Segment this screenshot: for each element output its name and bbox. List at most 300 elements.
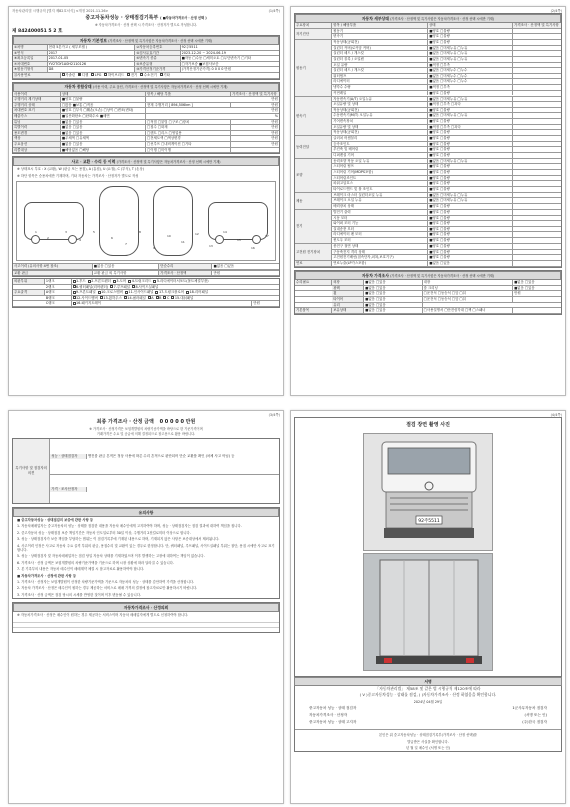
detail-item: 배력장치 상태: [332, 204, 428, 209]
detail-group: [295, 40, 561, 96]
detail-row: [332, 34, 561, 39]
car-left-side-outline: [24, 202, 84, 240]
detail-status: ■양호 □불량: [428, 142, 513, 147]
status-item: 주요옵션: [13, 142, 61, 147]
part-item-label: 15.대쉬패널: [174, 295, 194, 300]
document-title: 중고자동차성능 · 상태점검기록부 ( ■자동차가격조사 · 산정 선택 ): [85, 15, 207, 21]
part-item-label: 4.트렁크리드: [131, 279, 152, 284]
status-item: 배출가스: [13, 114, 61, 119]
notice-paragraph: 2. 중고자동차 성능 · 상태점검 보증 책임기간은 자동차 인도일로부터 30일 이상, 주행거리 2천킬로미터 이상으로 합니다.: [17, 530, 191, 535]
inspector-opinion-row: 성능 · 상태점검자 엔진룸 판금 흔적은 정상 사용에 따른 수리 흔적으로 판단되어 단순 교환품 확인 (차체 사고 아님) 등: [50, 439, 279, 475]
status-value: ■무채색 □유채색: [61, 136, 146, 141]
detail-item: 브레이크 오일 누유: [332, 198, 428, 203]
diagram-number: 2: [47, 235, 49, 240]
license-plate: 92주5511: [418, 519, 440, 524]
diagram-number: 5: [93, 229, 95, 234]
status-rows: [13, 97, 279, 153]
field-value: ■자동 □수동 □세미오토 □무단변속기 □기타: [181, 56, 252, 61]
part-item-label: A: [151, 295, 154, 300]
sign-date: 2024년 04월 29일: [413, 699, 443, 704]
diagram-number: 17: [265, 233, 269, 238]
detail-rows: [295, 29, 561, 268]
detail-item: 동력조향 작동 오일 누유: [332, 159, 428, 164]
detail-item: 커먼레일: [332, 91, 428, 96]
car-right-side-outline: [208, 202, 268, 240]
status-item: 용도변경: [13, 131, 61, 136]
detail-row: [332, 91, 561, 96]
accident-cell: 사고이력 (유의사항 4번 참조): [13, 264, 93, 269]
part-item: [186, 290, 208, 294]
page-number: (4/4쪽): [550, 413, 562, 417]
page-3: [8, 410, 284, 804]
detail-item: 실린더 블록 / 오일팬: [332, 57, 428, 62]
status-value: □렌트 □리스 □영업용: [146, 131, 231, 136]
price-cell: □운전석 □동승석 □앞 □뒤: [423, 291, 513, 296]
request-box: [12, 602, 280, 633]
group-name: 제동: [295, 193, 332, 209]
photo-title: 점검 장면 촬영 사진: [406, 422, 450, 428]
truck-front-photo: [363, 433, 493, 551]
field-label: ⑦차대번호: [13, 62, 48, 67]
truck-back-photo: [363, 553, 493, 671]
notice-paragraph: 6. 가격조사 · 산정 금액은 보험개발원의 차량기준가액을 기준으로 하며 시장 상황에 따라 달라질 수 있습니다.: [17, 560, 174, 565]
status-value: ■없음 □있음: [61, 120, 146, 125]
detail-status: ■양호 □불량: [428, 170, 513, 175]
fuel-option: [104, 73, 124, 77]
detail-status: ■적정 □부족 □과다: [428, 102, 513, 107]
appraiser-opinion-row: 가격 · 조사산정자: [50, 475, 279, 504]
inspector-opinion: 엔진룸 판금 흔적은 정상 사용에 따른 수리 흔적으로 판단되어 단순 교환품 확인 (차체 사고 아님) 등: [87, 454, 235, 459]
detail-item: 추진축 및 베어링: [332, 147, 428, 152]
field-label: ①차명: [13, 45, 48, 50]
detail-status: ■양호 □불량: [428, 136, 513, 141]
detail-item: 윈도우 모터: [332, 238, 428, 243]
signature-section: [294, 686, 562, 752]
law-text-2: ( V )중고자동차성능 · 상태를 점검, ( )자동차가격조사 · 산정 하였음을 확인합니다.: [359, 692, 497, 698]
detail-status: ■없음 □미세누유 □누유: [428, 51, 513, 56]
detail-status: ■양호 □불량: [428, 40, 513, 45]
diagram-number: 14: [223, 229, 227, 234]
final-price-title: 최종 가격조사 · 산정 금액 0 0 0 0 0 만원: [96, 419, 196, 425]
price-cell: ■없음 □있음: [364, 280, 423, 285]
receipt-text-2: 발급받은 사실을 확인합니다.: [407, 739, 449, 744]
part-item-label: 17.트렁크플로어: [158, 290, 184, 295]
opinion-label: 특기사항 및 점검자의 의견: [13, 439, 50, 503]
detail-status: ■없음 □미세누유 □누유: [428, 97, 513, 102]
field-value: 2017: [48, 51, 136, 56]
detail-status: ■없음 □미세누유 □누유: [428, 193, 513, 198]
status-item: 주행거리 계기상태: [13, 97, 61, 102]
notice-paragraph: 3. 성능 · 상태점검자가 보증 책임을 부담하는 범위는 이 점검기록부에 기재된 내용으로 하며, 기재되지 않은 사항은 보증대상에서 제외됩니다.: [17, 537, 220, 542]
field-label: ⑥변속기 종류: [135, 56, 180, 61]
price-cell: 내장: [423, 280, 513, 285]
field-value: 92주5511: [181, 45, 198, 49]
detail-status: ■없음 □미세누수 □누수: [428, 79, 513, 84]
field-label: ⑩가격산정기준가격: [135, 67, 180, 72]
detail-group: [295, 193, 561, 210]
detail-group: [295, 136, 561, 159]
detail-status: ■양호 □불량: [428, 91, 513, 96]
detail-item: 구동축전지 격리 상태: [332, 250, 428, 255]
detail-status: ■양호 □불량: [428, 181, 513, 186]
field-label: ③연식: [13, 51, 48, 56]
group-name: 동력전달: [295, 136, 332, 158]
notice-subtitle: ■ 중고자동차성능 · 상태점검의 보증에 관한 사항 등: [17, 518, 94, 522]
detail-item: 타이로드엔드 및 볼 조인트: [332, 187, 428, 192]
page-number: (3/4쪽): [268, 413, 280, 417]
diagram-number: 16: [251, 245, 255, 250]
status-title: 자동차 종합상태 (사용 이력, 주요 옵션, 가격조사 · 산정액 및 특기사항은 자동차가격조사 · 산정 선택 시에만 기재): [13, 83, 279, 92]
status-item: 특별이력: [13, 125, 61, 130]
detail-status: ■없음 □미세누유 □누유: [428, 113, 513, 118]
signer-row: [295, 705, 561, 712]
detail-status: ■없음 □미세누유 □누유: [428, 57, 513, 62]
group-items: [332, 193, 561, 209]
detail-status: ■양호 □불량: [428, 119, 513, 124]
column-header: 항목 / 해당 부품: [146, 92, 231, 97]
column-header: 상태: [61, 92, 146, 97]
detail-status: ■양호 □불량: [428, 108, 513, 113]
detail-status: ■양호 □불량: [428, 238, 513, 243]
page-2: [290, 6, 566, 396]
status-value: ■일산화탄소 □탄화수소 ■매연: [61, 114, 146, 119]
diagram-number: 9: [153, 245, 155, 250]
group-items: [332, 210, 561, 243]
detail-status: ■양호 □불량: [428, 164, 513, 169]
notice-subtitle-2: ■ 자동차가격조사 · 산정에 관한 사항 등: [17, 573, 77, 578]
price-row: [295, 308, 561, 314]
accident-note: ※ 하단 항목은 승용차에만 기재하며, 기타 자동차는 가격조사 · 산정자가 별도로 작성: [17, 173, 139, 178]
part-item: [171, 296, 193, 300]
part-item: [88, 279, 111, 283]
page-1: [8, 6, 284, 396]
group-name: 원동기: [295, 40, 332, 95]
status-row: [13, 148, 279, 154]
diagram-number: 15: [237, 237, 241, 242]
detail-status: ■양호 □불량: [428, 210, 513, 215]
detail-status: ■양호 □불량: [428, 232, 513, 237]
part-item: [110, 285, 130, 289]
opinion-table: [12, 438, 280, 504]
detail-status: ■양호 □불량: [428, 176, 513, 181]
status-value: 만원: [271, 97, 278, 102]
part-item: [73, 296, 98, 300]
detail-item: 발전기 출력: [332, 210, 428, 215]
detail-status: ■양호 □불량: [428, 34, 513, 39]
main-c-row: C랭크 16.패키지트레이 만원: [13, 301, 279, 307]
part-item-label: 13.휠하우스: [103, 295, 122, 300]
detail-table: [294, 13, 562, 268]
diagram-number: 11: [181, 239, 185, 244]
price-cell: 룸 크리닝: [423, 286, 513, 291]
field-label: ⑨원동기형식: [13, 67, 48, 72]
receipt-text: 본인은 위 중고자동차성능 · 상태점검기록부(가격조사 · 산정 선택)를: [379, 733, 477, 738]
detail-item: 파워고압호스: [332, 181, 428, 186]
status-value: 만원: [271, 130, 278, 135]
part-item-label: 3.도어: [116, 279, 127, 284]
group-items: [332, 40, 561, 95]
car-top-outline: [99, 186, 139, 256]
price-cell: 유리: [332, 303, 364, 308]
detail-group: [295, 261, 561, 267]
price-cell: □사용설명서 □안전삼각대 □잭 □스패너: [423, 308, 513, 313]
part-item: [73, 301, 102, 305]
status-value: □많음 ■보통 □적음: [61, 103, 146, 108]
document-subtitle: ※ 자동차가격조사 · 산정 선택 시 가격조사 · 산정자가 별도로 작성합니다.: [94, 23, 198, 27]
status-item: 차대번호 표기: [13, 108, 61, 113]
detail-item: 오일유량 및 상태: [332, 125, 428, 130]
detail-item: 디퍼렌셜 기어: [332, 153, 428, 158]
detail-item: 작동상태(공회전): [332, 108, 428, 113]
part-item-label: 7.루프패널: [113, 284, 130, 289]
status-table: [12, 82, 280, 155]
detail-row: [332, 238, 561, 243]
part-item: [155, 290, 184, 294]
fuel-option-label: 디젤: [81, 72, 89, 77]
diagram-number: 1: [35, 229, 37, 234]
detail-status: ■없음 □미세누유 □누유: [428, 46, 513, 51]
part-item: [73, 285, 109, 289]
price-cell: 수리필요: [295, 280, 332, 285]
status-item: 주행거리 상태: [13, 103, 61, 108]
price-title: 자동차 가격조사 (가격조사 · 산정액 및 특기사항은 자동차가격조사 · 산정 선택 시에만 기재): [295, 271, 561, 280]
status-value: □이행 □미이행: [146, 148, 231, 153]
detail-item: 고전원전기배선(접속단자,피복,보호기구): [332, 255, 428, 260]
fuel-option-label: 하이브리드: [107, 72, 125, 77]
part-item: [100, 296, 122, 300]
detail-item: 수동변속기(M/T) 오일누유: [332, 113, 428, 118]
detail-group: [295, 210, 561, 244]
detail-status: ■양호 □불량: [428, 227, 513, 232]
detail-item: 원동기: [332, 29, 428, 34]
status-value: □침수 □화재: [146, 125, 231, 130]
status-value: ■없음 □있음: [61, 142, 146, 147]
field-value: D8: [48, 67, 136, 72]
detail-status: ■없음 □미세누유 □누유: [428, 159, 513, 164]
accident-cell: 만원: [213, 270, 221, 275]
notice-paragraph: 7. 본 기록부의 내용은 자동차 매수인이 매매계약 체결 시 참고자료로 활용하여야 합니다.: [17, 567, 145, 572]
accident-cell: ■없음 □있음: [93, 264, 160, 269]
fuel-option: [91, 73, 101, 77]
status-value: ■없음 □있음: [61, 125, 146, 130]
status-value: 만원: [271, 141, 278, 146]
detail-item: 등속조인트: [332, 142, 428, 147]
fuel-option: [62, 73, 75, 77]
outer-rank2-row: 2랭크 6.쿼터패널(리어펜더) 7.루프패널 8.사이드실패널: [13, 285, 279, 291]
detail-status: ■양호 □불량: [428, 250, 513, 255]
signer-role: 중고자동차 성능 · 상태 점검자: [309, 706, 357, 711]
group-name: 자기진단: [295, 29, 332, 40]
accident-cell: 가격조사 · 산정액: [159, 271, 212, 276]
detail-status: ■양호 □불량: [428, 244, 513, 249]
detail-item: 작동상태(공회전): [332, 130, 428, 135]
detail-row: [332, 255, 561, 260]
main-a-row: 주요골격 A랭크 9.프론트패널 10.크로스멤버 11.인사이드패널 17.트렁크플로어 18.리어패널: [13, 290, 279, 296]
detail-item: 브레이크 마스터 실린더오일 누유: [332, 193, 428, 198]
status-value: □전체도색 □색상변경: [146, 136, 231, 141]
diagram-number: 12: [195, 231, 199, 236]
field-label: ④검사유효기간: [135, 51, 180, 56]
detail-item: 실린더 헤드 / 개스킷: [332, 68, 428, 73]
field-value: 2023-12-20 ~ 2024-06-19: [181, 50, 226, 55]
detail-status: ■적정 □부족 □과다: [428, 125, 513, 130]
fuel-option: [127, 73, 137, 77]
final-price-note-2: 거래가격은 수요 및 공급에 의해 결정되므로 참고용으로 활용 바랍니다.: [96, 432, 196, 436]
detail-status: ■양호 □불량: [428, 29, 513, 34]
detail-item: 충전구 절연 상태: [332, 244, 428, 249]
status-item: 리콜대상: [13, 148, 61, 153]
detail-status: ■적정 □부족: [428, 85, 513, 90]
price-cell: 광택: [332, 286, 364, 291]
field-label: ②자동차등록번호: [135, 45, 180, 50]
price-cell: ■없음 □있음: [364, 303, 423, 308]
fuel-option-label: 기타: [163, 72, 170, 77]
detail-status: ■양호 □불량: [428, 216, 513, 221]
part-item-label: 8.사이드실패널: [135, 284, 159, 289]
field-value: 2017-01-05: [48, 56, 136, 61]
accident-cell: ■없음 □있음: [213, 263, 235, 268]
law-text: 「자동차관리법」 제58조 및 같은 법 시행규칙 제120조에 따라: [375, 686, 481, 691]
part-item-label: 14.필러패널: [127, 295, 146, 300]
part-item-label: 16.패키지트레이: [76, 301, 102, 306]
notice-title: 유의사항: [13, 508, 279, 517]
detail-status: ■양호 □불량: [428, 204, 513, 209]
detail-item: 시동 모터: [332, 216, 428, 221]
detail-status: ■적정 □부족: [428, 63, 513, 68]
fuel-row: ⑪사용연료 가솔린 디젤 LPG 하이브리드 전기 수소전기 기타: [13, 73, 279, 79]
detail-item: 냉각수 수량: [332, 85, 428, 90]
notice-paragraph: 1. 가격조사 · 산정자는 보험개발원이 산정한 차량기준가액을 기준으로 자동차의 성능 · 상태를 감안하여 가격을 산정합니다.: [17, 580, 195, 585]
detail-status: ■양호 □불량: [428, 153, 513, 158]
group-name: 연료: [295, 261, 332, 266]
detail-item: 오일유량 및 상태: [332, 102, 428, 107]
status-value: 현재 주행거리 [ 894,506km ]: [146, 103, 231, 108]
fuel-option: [140, 73, 157, 77]
detail-group: [295, 244, 561, 261]
detail-item: 클러치 어셈블리: [332, 136, 428, 141]
basic-info-rows: [13, 45, 279, 73]
detail-item: 스티어링조인트: [332, 176, 428, 181]
fuel-option: [78, 73, 88, 77]
group-items: [332, 159, 561, 192]
diagram-number: 4: [79, 237, 81, 242]
detail-item: 실린더 헤드 / 개스킷: [332, 51, 428, 56]
detail-item: 오일 유량: [332, 63, 428, 68]
price-cell: ■없음 □있음: [364, 297, 423, 302]
wheel-icon: [68, 235, 77, 244]
field-value: YV2TGY1A0H2110126: [48, 62, 136, 67]
signer-role: 중고자동차 성능 · 상태 고지자: [309, 720, 357, 725]
detail-group: [295, 97, 561, 137]
column-header: 상태: [428, 23, 513, 28]
status-value: 만원: [271, 125, 278, 130]
detail-item: 실내송풍 모터: [332, 227, 428, 232]
part-item-label: 1.후드: [76, 279, 86, 284]
request-text: ※ 자동차가격조사 · 산정은 매수인이 원하는 경우 제공하는 서비스이며 자동차 매매업자에게 별도로 신청하여야 합니다.: [17, 613, 189, 618]
wheel-icon: [215, 235, 224, 244]
column-header: 가격조사 · 산정액 및 특기사항: [232, 91, 277, 96]
price-cell: 타이어: [332, 297, 364, 302]
detail-group: [295, 29, 561, 41]
part-item-label: 9.프론트패널: [76, 290, 96, 295]
detail-status: ■없음 □미세누유 □누유: [428, 198, 513, 203]
group-items: [332, 29, 561, 40]
notice-paragraph: 1. 자동차매매업자는 중고자동차의 성능 · 상태를 점검한 내용을 자동차 매수인에게 고지하여야 하며, 성능 · 상태점검자는 점검 결과에 대하여 책임을 집니다.: [17, 524, 242, 529]
truck-front-image: [364, 434, 493, 551]
detail-status: ■양호 □불량: [428, 255, 513, 260]
detail-row: [332, 187, 561, 192]
basic-info-title: 자동차 기본정보 (가격조사 · 산정액 및 특기사항은 자동차가격조사 · 산정 선택 시에만 기재): [13, 36, 279, 45]
outer-rank1-row: 외판부위 1랭크 1.후드 2.프론트펜더 3.도어 4.트렁크리드 5.라디에이터서포트(볼트체결부품): [13, 279, 279, 285]
accident-row: [13, 263, 279, 270]
price-cell: 만원: [514, 291, 521, 296]
diagram-number: 10: [167, 233, 171, 238]
column-header: 항목 / 해당부품: [332, 23, 428, 28]
status-value: 만원: [271, 102, 278, 107]
main-b-row: B랭크 12.사이드멤버 13.휠하우스 14.필러패널 A B C 15.대쉬패널: [13, 296, 279, 302]
fuel-option-label: 수소전기: [143, 72, 157, 77]
price-cell: ■없음 □있음: [364, 308, 423, 313]
accident-legend: ※ 상태표시 부호 : X (교환), W (판금 또는 용접), A (흠집), U (요철), C (부식), T (손상): [17, 167, 144, 172]
notice-paragraph: 5. 성능 · 상태점검자 및 자동차매매업자는 점검 당일 자동차 상태를 기재하였으며 이후 발생하는 고장에 대하여는 책임이 없습니다.: [17, 554, 205, 559]
accident-cell: 교환 판금: [13, 271, 93, 276]
diagram-number: 3: [65, 229, 67, 234]
notice-paragraph: 2. 자동차 가격조사 · 산정은 매수인이 원하는 경우 제공하는 서비스로 매매 가격의 결정에 참고자료로만 활용하시기 바랍니다.: [17, 586, 198, 591]
signer-list: [295, 705, 561, 726]
status-value: 만원: [271, 136, 278, 141]
status-item: 색상: [13, 136, 61, 141]
group-name: 조향: [295, 159, 332, 192]
request-title: 자동차가격조사 · 산정의뢰: [13, 603, 279, 612]
fuel-option-label: LPG: [94, 72, 102, 77]
detail-status: ■없음 □미세누수 □누수: [428, 68, 513, 73]
car-frame-outline: [153, 186, 193, 256]
detail-item: 실린더 커버(로커암 커버): [332, 46, 428, 51]
receipt-sign: 년 월 일 매수인 (서명 또는 인): [406, 746, 450, 751]
status-item: 튜닝: [13, 120, 61, 125]
column-header: 가격조사 · 산정액 및 특기사항: [514, 23, 559, 27]
truck-back-image: [364, 554, 493, 671]
accident-rows: [13, 263, 279, 276]
price-cell: ■없음 □있음: [514, 285, 535, 290]
status-value: ■없음 □있음: [61, 131, 146, 136]
notice-section: [12, 507, 280, 599]
price-cell: ■없음 □있음: [364, 286, 423, 291]
part-item: [153, 279, 208, 283]
detail-item: 라디에이터: [332, 79, 428, 84]
price-cell: 기본품목: [295, 308, 332, 313]
basic-info-table: [12, 35, 280, 80]
field-value: □자가보증 ■보험사보증: [181, 61, 219, 66]
accident-section: [12, 156, 280, 277]
wheel-icon: [31, 235, 40, 244]
part-item-label: 11.인사이드패널: [128, 290, 154, 295]
part-item: [125, 290, 154, 294]
detail-item: 변속기: [332, 34, 428, 39]
page-4: [290, 410, 566, 804]
detail-item: 와이퍼 모터 기능: [332, 221, 428, 226]
part-item-label: 12.사이드멤버: [76, 295, 98, 300]
fuel-option: [160, 73, 170, 77]
part-item-label: C: [166, 295, 170, 300]
signer-name: 1군사무자동차 점검자: [512, 706, 547, 711]
page-number: (2/4쪽): [550, 9, 562, 13]
photo-section: [294, 417, 562, 677]
final-price-note: ※ 가격조사 · 산정가격은 보험개발원의 차량기준가액을 바탕으로 한 기준가격이며: [89, 427, 203, 431]
part-item: [163, 296, 169, 300]
part-item: [73, 290, 96, 294]
signer-row: [295, 719, 561, 726]
